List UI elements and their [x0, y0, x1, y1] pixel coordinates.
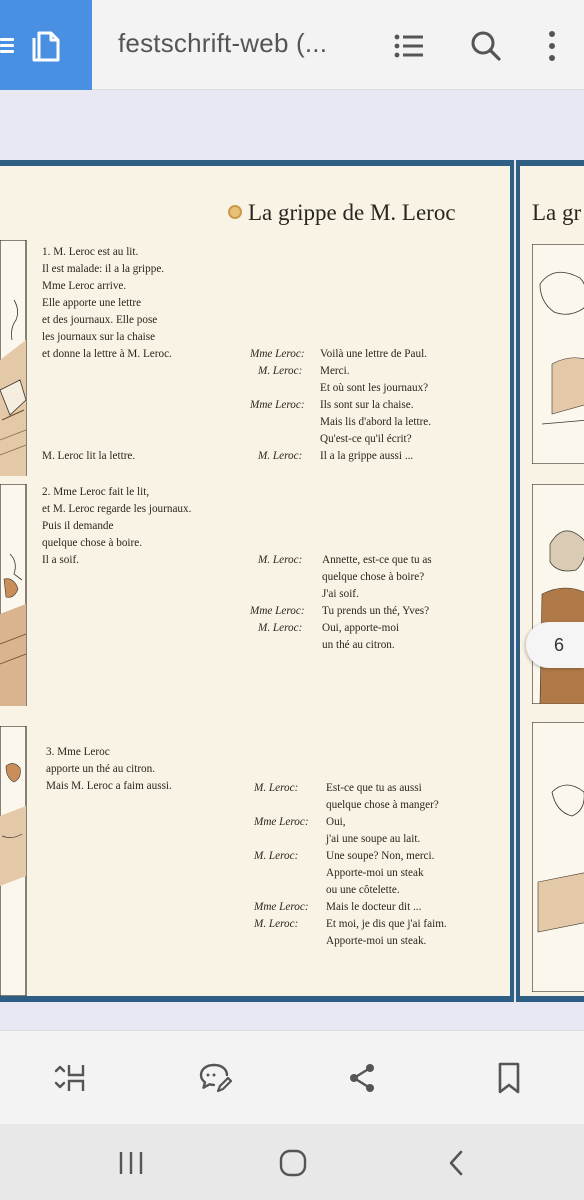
- document-viewer[interactable]: [0, 160, 584, 1002]
- narration-line: M. Leroc lit la lettre.: [42, 450, 136, 462]
- top-app-bar: [0, 0, 584, 90]
- dialogue-line: [250, 431, 500, 448]
- page-number-indicator[interactable]: 6: [526, 622, 584, 668]
- section-3-dialogue: [254, 780, 504, 950]
- line-text: Oui, apporte-moi: [322, 622, 400, 634]
- share-icon[interactable]: [345, 1061, 379, 1095]
- page-frame: [0, 160, 514, 1002]
- dialogue-line: [254, 814, 504, 831]
- section-1-narration-2: [42, 448, 135, 465]
- line-text: Et où sont les journaux?: [320, 382, 429, 394]
- dialogue-line: [250, 414, 500, 431]
- dialogue-line: [250, 380, 500, 397]
- narration-line: les journaux sur la chaise: [42, 331, 156, 343]
- search-icon[interactable]: [468, 28, 504, 64]
- narration-line: 2. Mme Leroc fait le lit,: [42, 486, 150, 498]
- line-text: quelque chose à boire?: [322, 571, 425, 583]
- speaker: M. Leroc:: [258, 622, 303, 634]
- document-title[interactable]: festschrift-web (...: [118, 28, 328, 58]
- line-text: Apporte-moi un steak: [326, 867, 424, 879]
- line-text: J'ai soif.: [322, 588, 359, 600]
- section-2-dialogue: [250, 552, 500, 654]
- line-text: Tu prends un thé, Yves?: [322, 605, 430, 617]
- narration-line: Mais M. Leroc a faim aussi.: [46, 780, 172, 792]
- line-text: Une soupe? Non, merci.: [326, 850, 435, 862]
- dialogue-line: [250, 620, 500, 637]
- reflow-view-icon[interactable]: [53, 1061, 87, 1095]
- heading-ornament: [228, 205, 242, 219]
- dialogue-line: [254, 916, 504, 933]
- dialogue-line: [254, 848, 504, 865]
- dialogue-line: [254, 882, 504, 899]
- line-text: Mais le docteur dit ...: [326, 901, 422, 913]
- section-1-narration: [42, 244, 172, 363]
- speaker: M. Leroc:: [254, 782, 299, 794]
- line-text: Et moi, je dis que j'ai faim.: [326, 918, 447, 930]
- speaker: M. Leroc:: [258, 365, 303, 377]
- more-vert-icon[interactable]: [534, 28, 570, 64]
- dialogue-line: [250, 603, 500, 620]
- line-text: Mais lis d'abord la lettre.: [320, 416, 432, 428]
- line-text: Il a la grippe aussi ...: [320, 450, 414, 462]
- speaker: M. Leroc:: [254, 918, 299, 930]
- dialogue-line: [254, 865, 504, 882]
- narration-line: et donne la lettre à M. Leroc.: [42, 348, 172, 360]
- illustration-tray: [532, 722, 584, 992]
- illustration-making-bed: [0, 484, 28, 706]
- dialogue-line: [250, 346, 500, 363]
- narration-line: et des journaux. Elle pose: [42, 314, 158, 326]
- dialogue-line: [254, 780, 504, 797]
- dialogue-line: [250, 637, 500, 654]
- illustration-bed-scene: [0, 240, 28, 476]
- dialogue-line: [254, 797, 504, 814]
- document-mode-button[interactable]: [0, 0, 92, 90]
- dialogue-line: [250, 586, 500, 603]
- narration-line: apporte un thé au citron.: [46, 763, 156, 775]
- line-text: ou une côtelette.: [326, 884, 400, 896]
- narration-line: 3. Mme Leroc: [46, 746, 110, 758]
- dialogue-line: [250, 552, 500, 569]
- home-icon[interactable]: [278, 1148, 308, 1178]
- speaker: Mme Leroc:: [254, 816, 309, 828]
- line-text: Oui,: [326, 816, 346, 828]
- dialogue-line: [250, 363, 500, 380]
- speaker: Mme Leroc:: [250, 605, 305, 617]
- line-text: Annette, est-ce que tu as: [322, 554, 432, 566]
- dialogue-line: [250, 397, 500, 414]
- section-2-narration: [42, 484, 191, 569]
- back-icon[interactable]: [442, 1148, 472, 1178]
- dialogue-line: [250, 569, 500, 586]
- recent-apps-icon[interactable]: [116, 1148, 146, 1178]
- line-text: quelque chose à manger?: [326, 799, 439, 811]
- next-book-page[interactable]: [520, 166, 584, 996]
- narration-line: Il a soif.: [42, 554, 79, 566]
- section-3-narration: [46, 744, 172, 795]
- line-text: Ils sont sur la chaise.: [320, 399, 414, 411]
- line-text: Qu'est-ce qu'il écrit?: [320, 433, 412, 445]
- section-1-dialogue: [250, 346, 500, 465]
- speaker: M. Leroc:: [258, 450, 303, 462]
- bottom-toolbar: [0, 1030, 584, 1124]
- next-page-heading: La gr: [532, 200, 582, 225]
- dialogue-line: [254, 933, 504, 950]
- illustration-woman: [532, 484, 584, 704]
- speaker: Mme Leroc:: [250, 348, 305, 360]
- document-icon: [30, 28, 62, 64]
- illustration-sleeping-man: [532, 244, 584, 464]
- system-navigation-bar: [0, 1124, 584, 1200]
- bookmark-icon[interactable]: [492, 1061, 526, 1095]
- narration-line: et M. Leroc regarde les journaux.: [42, 503, 192, 515]
- next-page-frame: [516, 160, 584, 1002]
- book-page[interactable]: [0, 166, 510, 996]
- dialogue-line: [254, 899, 504, 916]
- illustration-tea-tray: [0, 726, 28, 996]
- line-text: Est-ce que tu as aussi: [326, 782, 422, 794]
- line-text: Merci.: [320, 365, 350, 377]
- narration-line: Il est malade: il a la grippe.: [42, 263, 165, 275]
- narration-line: 1. M. Leroc est au lit.: [42, 246, 139, 258]
- narration-line: Mme Leroc arrive.: [42, 280, 127, 292]
- speaker: Mme Leroc:: [250, 399, 305, 411]
- speaker: M. Leroc:: [254, 850, 299, 862]
- page-heading: La grippe de M. Leroc: [248, 200, 456, 225]
- line-text: un thé au citron.: [322, 639, 395, 651]
- menu-icon[interactable]: [0, 38, 14, 52]
- dialogue-line: [250, 448, 500, 465]
- narration-line: Elle apporte une lettre: [42, 297, 142, 309]
- comment-edit-icon[interactable]: [198, 1061, 232, 1095]
- line-text: Voilà une lettre de Paul.: [320, 348, 427, 360]
- dialogue-line: [254, 831, 504, 848]
- line-text: Apporte-moi un steak.: [326, 935, 427, 947]
- narration-line: quelque chose à boire.: [42, 537, 143, 549]
- line-text: j'ai une soupe au lait.: [326, 833, 421, 845]
- speaker: Mme Leroc:: [254, 901, 309, 913]
- narration-line: Puis il demande: [42, 520, 114, 532]
- speaker: M. Leroc:: [258, 554, 303, 566]
- outline-list-icon[interactable]: [391, 28, 427, 64]
